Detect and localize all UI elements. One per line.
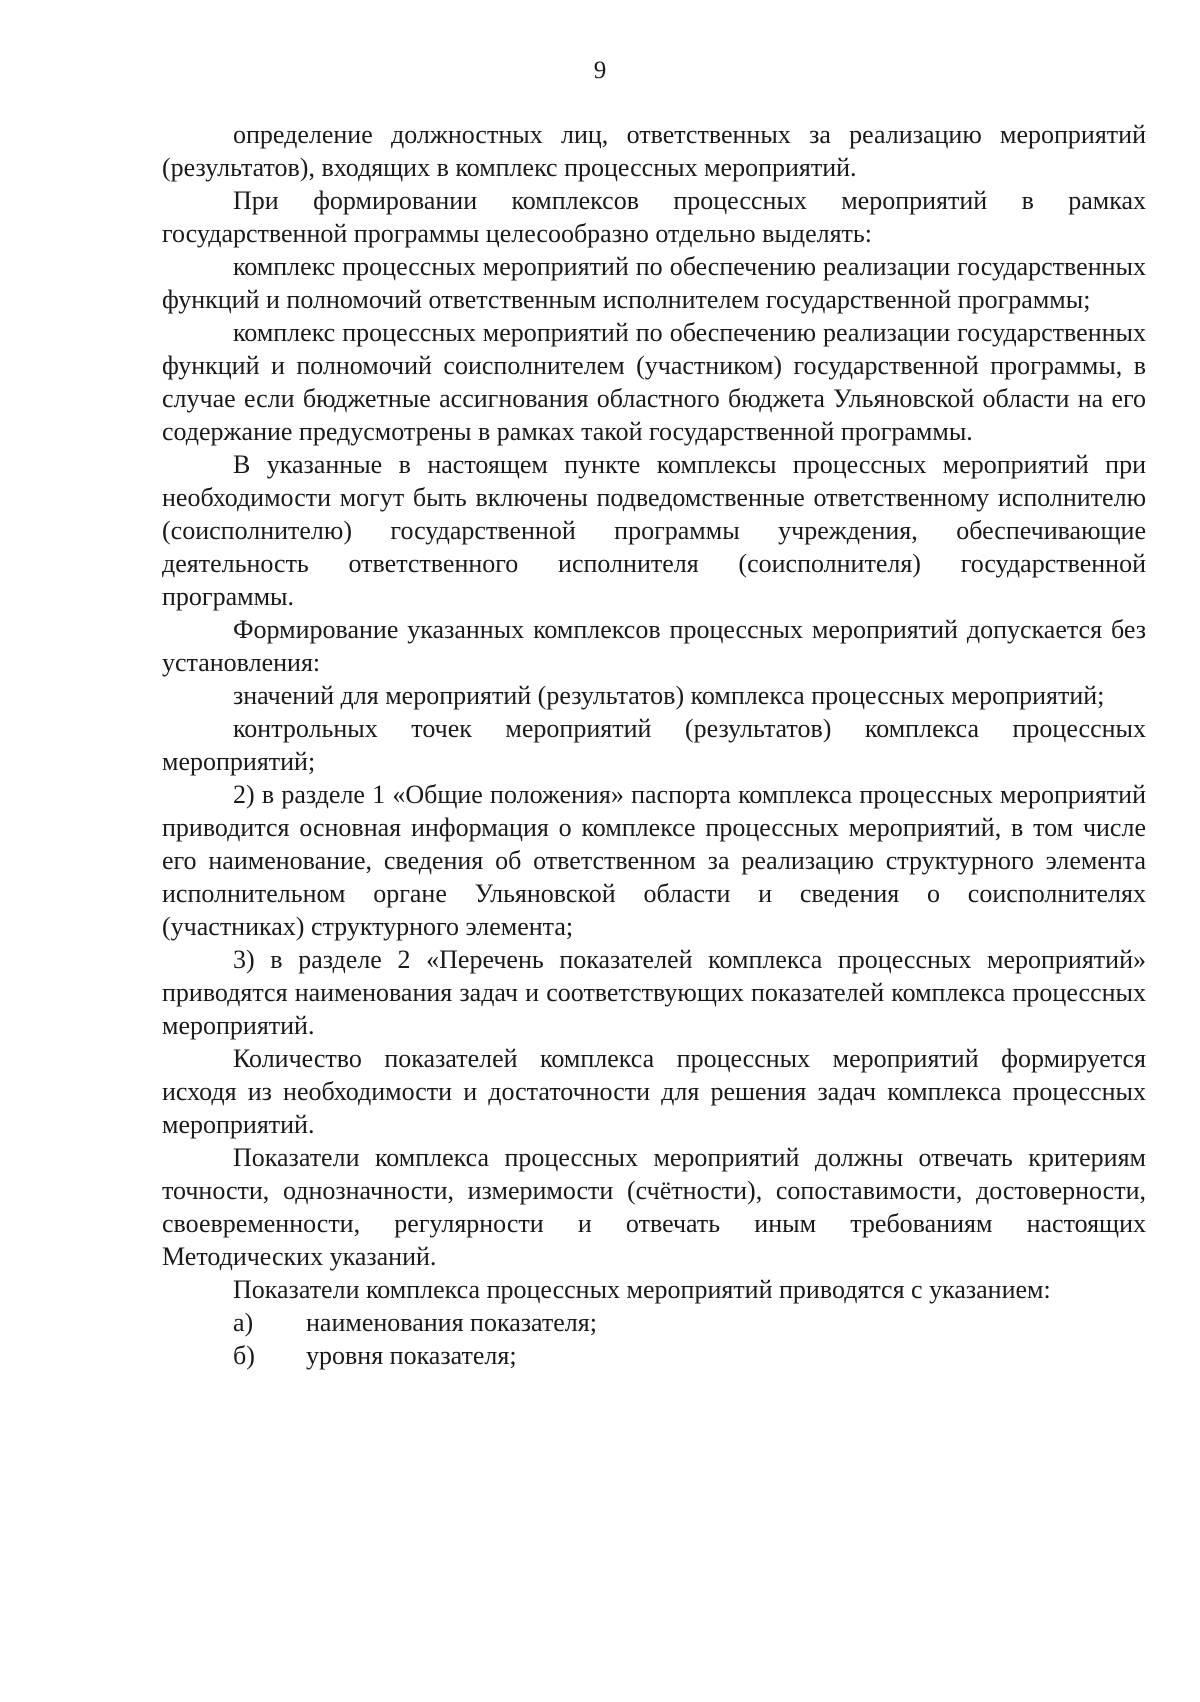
page-number: 9 [593,57,607,84]
paragraph: контрольных точек мероприятий (результатов) комплекса процессных мероприятий; [162,714,1146,776]
paragraph: Количество показателей комплекса процессных мероприятий формируется исходя из необходимости и достаточности для решения задач комплекса процессных мероприятий. [162,1044,1146,1139]
paragraph: Показатели комплекса процессных мероприятий приводятся с указанием: [233,1275,1051,1304]
paragraph: 2) в разделе 1 «Общие положения» паспорта комплекса процессных мероприятий приводится основная информация о комплексе процессных мероприятий, в том числе его наименование, сведения об ответственном за реализацию структурного элемента исполнительном органе Ульяновской области и сведения о соисполнителях (участниках) структурного элемента; [162,780,1146,941]
document-body [162,118,1146,1372]
paragraph: В указанные в настоящем пункте комплексы процессных мероприятий при необходимости могут быть включены подведомственные ответственному исполнителю (соисполнителю) государственной программы учреждения, обеспечивающие деятельность ответственного исполнителя (соисполнителя) государственной программы. [162,450,1146,611]
list-marker: а) [233,1308,254,1337]
paragraph: При формировании комплексов процессных мероприятий в рамках государственной программы целесообразно отдельно выделять: [162,186,1146,248]
list-item [162,1306,1146,1339]
paragraph: Формирование указанных комплексов процессных мероприятий допускается без установления: [162,615,1146,677]
paragraph: значений для мероприятий (результатов) комплекса процессных мероприятий; [233,681,1105,710]
paragraph: комплекс процессных мероприятий по обеспечению реализации государственных функций и полномочий ответственным исполнителем государственной программы; [162,252,1146,314]
list-text: уровня показателя; [306,1341,517,1370]
paragraph: комплекс процессных мероприятий по обеспечению реализации государственных функций и полномочий соисполнителем (участником) государственной программы, в случае если бюджетные ассигнования областного бюджета Ульяновской области на его содержание предусмотрены в рамках такой государственной программы. [162,318,1146,446]
list-marker: б) [233,1341,255,1370]
list-item [162,1339,1146,1372]
paragraph: определение должностных лиц, ответственных за реализацию мероприятий (результатов), входящих в комплекс процессных мероприятий. [162,120,1146,182]
list-text: наименования показателя; [306,1308,597,1337]
paragraph: 3) в разделе 2 «Перечень показателей комплекса процессных мероприятий» приводятся наименования задач и соответствующих показателей комплекса процессных мероприятий. [162,945,1146,1040]
paragraph: Показатели комплекса процессных мероприятий должны отвечать критериям точности, однозначности, измеримости (счётности), сопоставимости, достоверности, своевременности, регулярности и отвечать иным требованиям настоящих Методических указаний. [162,1143,1146,1271]
